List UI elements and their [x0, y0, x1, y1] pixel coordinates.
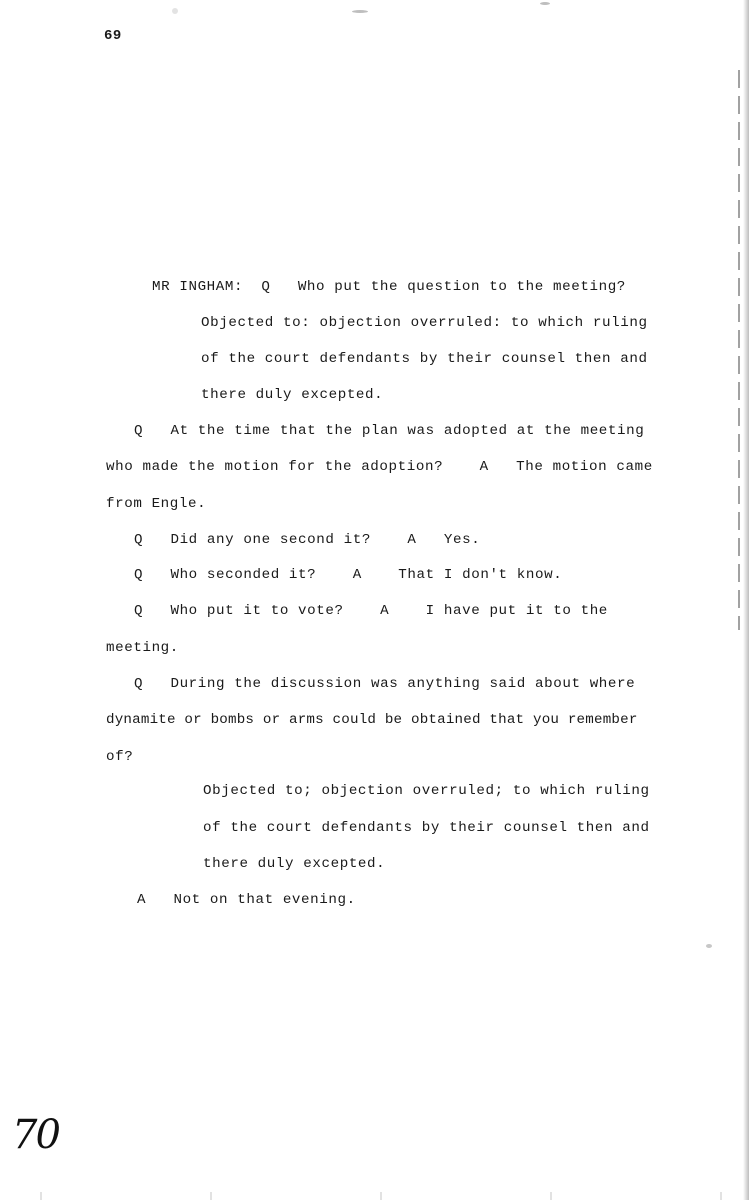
- transcript-line: dynamite or bombs or arms could be obtained that you remember: [106, 712, 638, 728]
- scan-smudge: [352, 10, 368, 13]
- transcript-line: Q Did any one second it? A Yes.: [134, 532, 481, 548]
- transcript-line: MR INGHAM: Q Who put the question to the meeting?: [152, 279, 626, 295]
- transcript-line: Q Who put it to vote? A I have put it to the: [134, 603, 608, 619]
- transcript-line: Q Who seconded it? A That I don't know.: [134, 567, 563, 583]
- transcript-line: from Engle.: [106, 496, 207, 512]
- transcript-line: who made the motion for the adoption? A The motion came: [106, 459, 653, 475]
- transcript-line: of?: [106, 749, 134, 765]
- margin-rule: [738, 70, 740, 630]
- transcript-line: Q During the discussion was anything said about where: [134, 676, 636, 692]
- transcript-line: Q At the time that the plan was adopted at the meeting: [134, 423, 645, 439]
- transcript-line: Objected to; objection overruled; to which ruling: [203, 783, 650, 799]
- scan-smudge: [706, 944, 712, 948]
- transcript-line: A Not on that evening.: [137, 892, 356, 908]
- transcript-line: of the court defendants by their counsel then and: [203, 820, 650, 836]
- transcript-line: of the court defendants by their counsel then and: [201, 351, 648, 367]
- handwritten-folio-number: 70: [12, 1112, 59, 1158]
- scan-edge-specks: [0, 1192, 749, 1200]
- page-edge-shadow: [743, 0, 749, 1200]
- scan-smudge: [540, 2, 550, 5]
- transcript-line: there duly excepted.: [201, 387, 384, 403]
- page-number: 69: [104, 28, 122, 44]
- transcript-line: Objected to: objection overruled: to which ruling: [201, 315, 648, 331]
- transcript-line: meeting.: [106, 640, 179, 656]
- transcript-line: there duly excepted.: [203, 856, 386, 872]
- scan-smudge: [172, 8, 178, 14]
